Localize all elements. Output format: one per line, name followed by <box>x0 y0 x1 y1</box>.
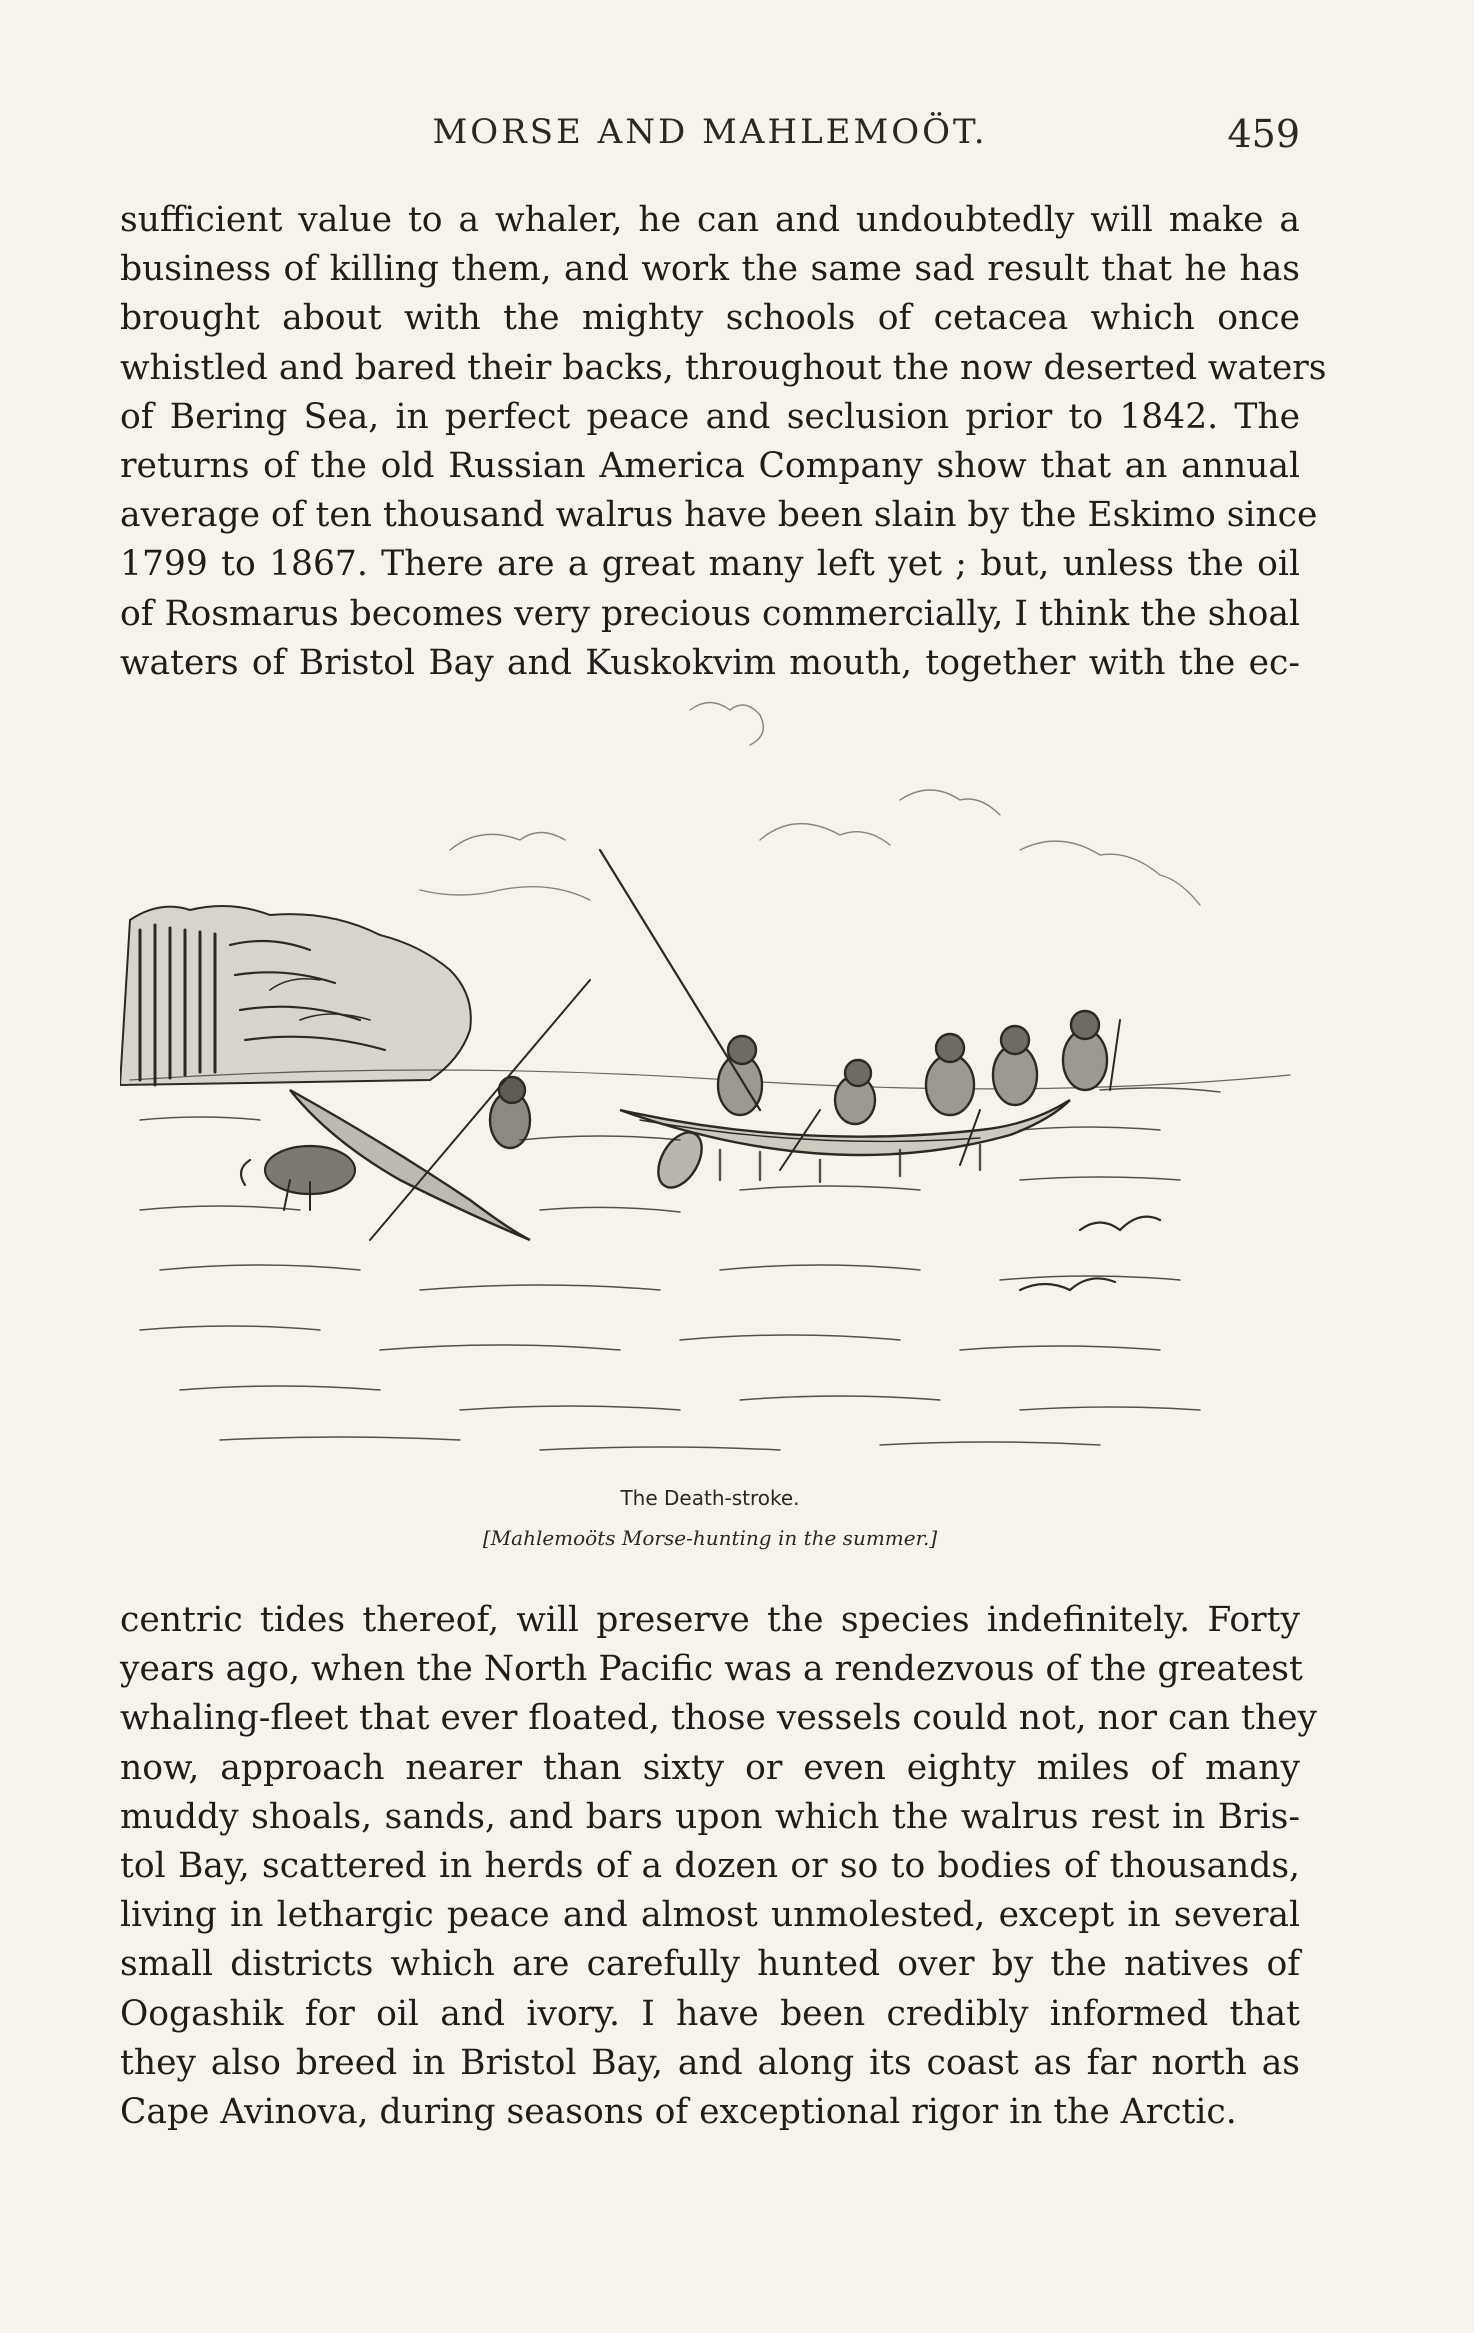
figure-caption-subtitle-text: [Mahlemoöts Morse-hunting in the summer.] <box>482 1526 938 1550</box>
running-title: MORSE AND MAHLEMOÖT. <box>432 112 988 152</box>
text-line: they also breed in Bristol Bay, and along its coast as far north as <box>120 2042 1300 2083</box>
walrus <box>241 1146 355 1210</box>
seabirds <box>1020 1217 1160 1290</box>
text-line: of Rosmarus becomes very precious commercially, I think the shoal <box>120 593 1300 634</box>
figure-caption-subtitle <box>120 1526 1300 1550</box>
paragraph-top <box>120 196 1327 688</box>
rocky-cliff <box>120 906 471 1085</box>
text-line: whaling-fleet that ever floated, those vessels could not, nor can they <box>120 1698 1318 1739</box>
text-line: waters of Bristol Bay and Kuskokvim mouth, together with the ec- <box>120 642 1300 683</box>
text-line: tol Bay, scattered in herds of a dozen or so to bodies of thousands, <box>120 1846 1300 1887</box>
page-number: 459 <box>1227 112 1300 156</box>
text-line: brought about with the mighty schools of cetacea which once <box>120 298 1300 339</box>
text-line: whistled and bared their backs, throughout the now deserted waters <box>120 347 1327 388</box>
engraving-figure <box>120 690 1300 1550</box>
text-line: years ago, when the North Pacific was a rendezvous of the greatest <box>120 1649 1303 1690</box>
text-line: small districts which are carefully hunted over by the natives of <box>120 1944 1300 1985</box>
clouds <box>420 703 1200 906</box>
text-line: Oogashik for oil and ivory. I have been credibly informed that <box>120 1993 1300 2034</box>
text-line: business of killing them, and work the same sad result that he has <box>120 249 1300 290</box>
figure-caption-title: The Death-stroke. <box>620 1486 800 1510</box>
running-head <box>120 112 1300 162</box>
text-line: now, approach nearer than sixty or even eighty miles of many <box>120 1747 1300 1788</box>
text-line: living in lethargic peace and almost unmolested, except in several <box>120 1895 1300 1936</box>
umiak-boat <box>600 850 1120 1195</box>
text-line: sufficient value to a whaler, he can and undoubtedly will make a <box>120 200 1300 240</box>
text-line: 1799 to 1867. There are a great many left yet ; but, unless the oil <box>120 544 1300 585</box>
text-line: of Bering Sea, in perfect peace and seclusion prior to 1842. The <box>120 396 1300 437</box>
text-line: muddy shoals, sands, and bars upon which the walrus rest in Bris- <box>120 1796 1300 1837</box>
walrus-hunt-illustration <box>120 690 1300 1470</box>
text-line: average of ten thousand walrus have been slain by the Eskimo since <box>120 495 1318 536</box>
text-line: centric tides thereof, will preserve the species indefinitely. Forty <box>120 1600 1300 1640</box>
text-line: returns of the old Russian America Company show that an annual <box>120 446 1300 487</box>
text-line: Cape Avinova, during seasons of exceptional rigor in the Arctic. <box>120 2092 1237 2133</box>
paragraph-bottom <box>120 1596 1318 2137</box>
